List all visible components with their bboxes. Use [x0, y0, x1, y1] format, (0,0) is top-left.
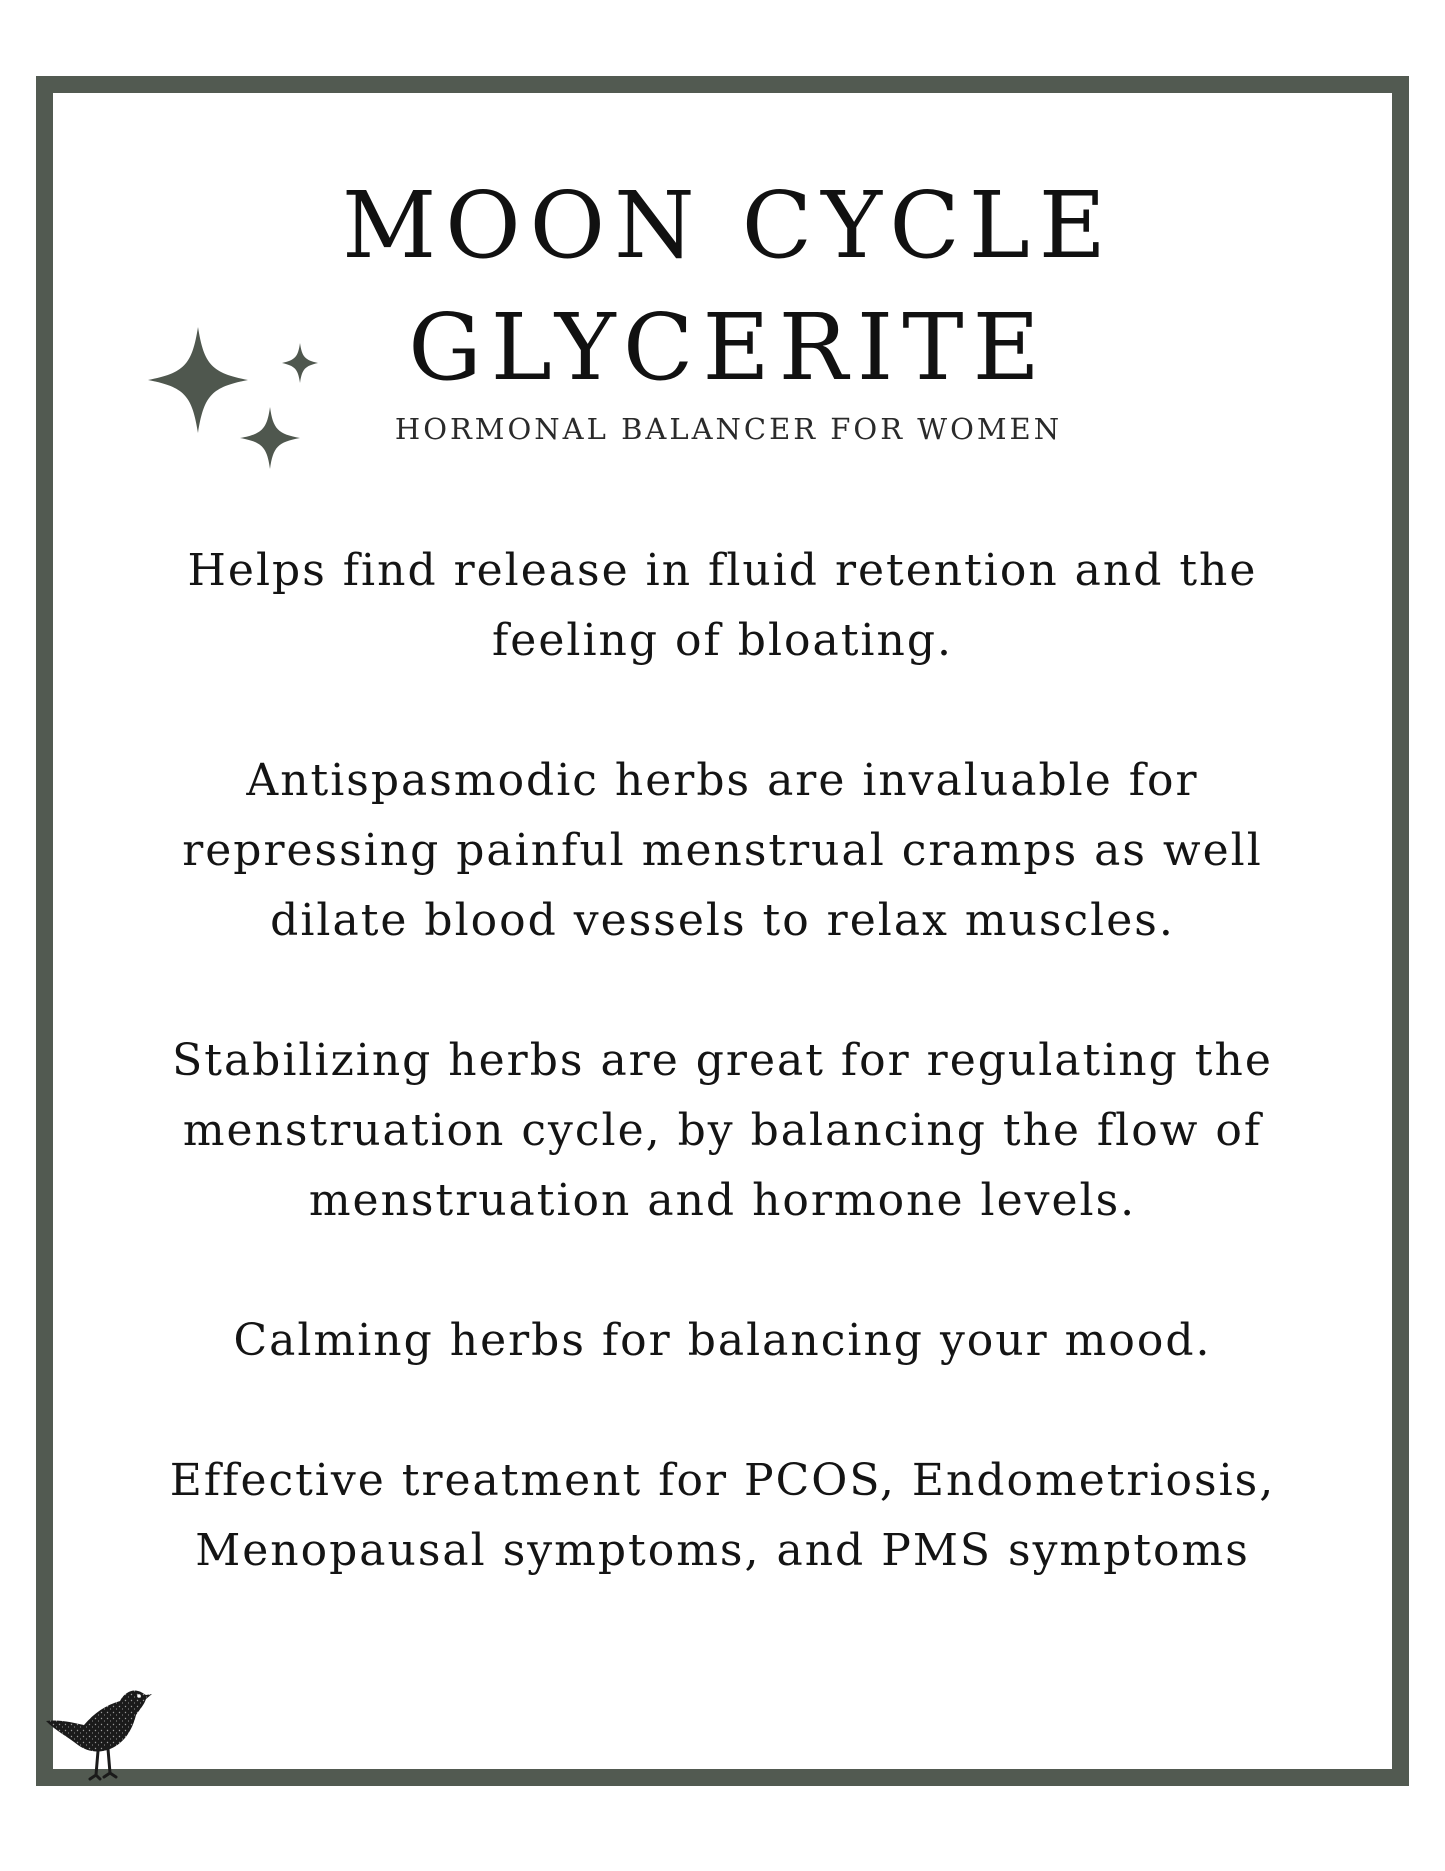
- benefit-paragraph: Stabilizing herbs are great for regulating the menstruation cycle, by balancing the flow of menstruation and hormone levels.: [172, 1035, 1273, 1226]
- benefit-paragraph: Effective treatment for PCOS, Endometriosis, Menopausal symptoms, and PMS symptoms: [169, 1455, 1276, 1576]
- subtitle: HORMONAL BALANCER FOR WOMEN: [394, 412, 1063, 446]
- title-line-1: MOON CYCLE: [342, 172, 1115, 279]
- title-line-2: GLYCERITE: [408, 294, 1049, 401]
- bird-icon: [40, 1675, 152, 1787]
- benefit-paragraph: Antispasmodic herbs are invaluable for repressing painful menstrual cramps as well dilate blood vessels to relax muscles.: [182, 755, 1263, 946]
- benefit-paragraph: Calming herbs for balancing your mood.: [233, 1315, 1212, 1366]
- benefits-text: [150, 536, 1295, 1586]
- benefit-paragraph: Helps find release in fluid retention and the feeling of bloating.: [187, 545, 1258, 666]
